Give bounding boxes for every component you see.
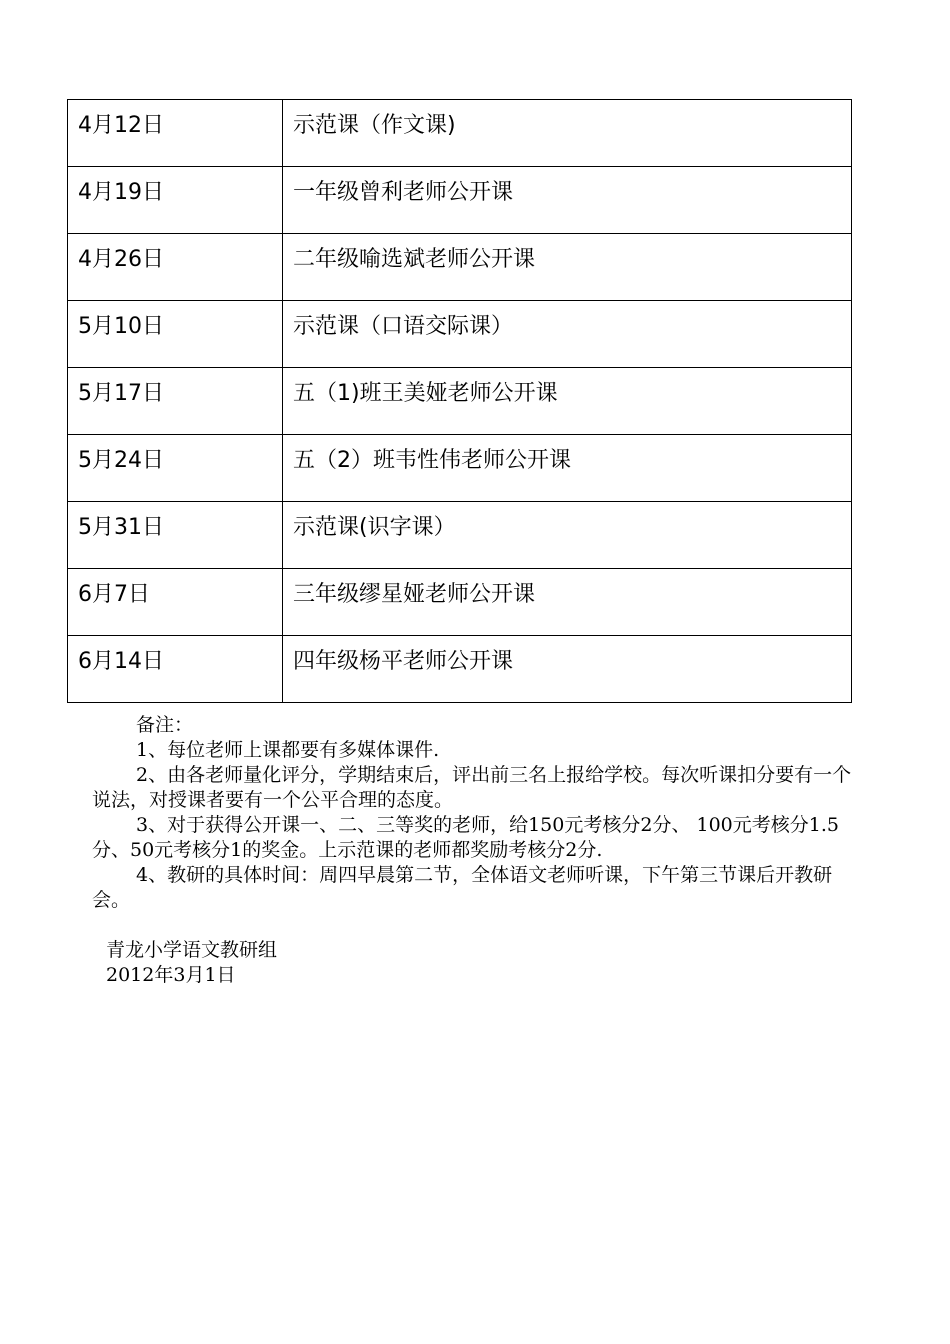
note-item: 2、由各老师量化评分，学期结束后，评出前三名上报给学校。每次听课扣分要有一个说法，对授课者要有一个公平合理的态度。 xyxy=(92,764,852,811)
date-cell: 6月7日 xyxy=(68,569,283,636)
event-cell: 示范课(识字课） xyxy=(283,502,852,569)
signature-block xyxy=(106,938,277,988)
event-cell: 二年级喻选斌老师公开课 xyxy=(283,234,852,301)
table-row xyxy=(68,167,852,234)
table-row xyxy=(68,234,852,301)
note-item: 1、每位老师上课都要有多媒体课件. xyxy=(136,739,440,761)
event-cell: 一年级曾利老师公开课 xyxy=(283,167,852,234)
schedule-table xyxy=(67,99,852,703)
table-row xyxy=(68,502,852,569)
table-row xyxy=(68,301,852,368)
date-cell: 5月10日 xyxy=(68,301,283,368)
signature-org: 青龙小学语文教研组 xyxy=(106,939,278,961)
date-cell: 5月31日 xyxy=(68,502,283,569)
event-cell: 示范课（口语交际课） xyxy=(283,301,852,368)
table-row xyxy=(68,100,852,167)
date-cell: 4月19日 xyxy=(68,167,283,234)
event-cell: 五（1)班王美娅老师公开课 xyxy=(283,368,852,435)
table-row xyxy=(68,569,852,636)
signature-date: 2012年3月1日 xyxy=(106,964,236,986)
event-cell: 四年级杨平老师公开课 xyxy=(283,636,852,703)
date-cell: 4月26日 xyxy=(68,234,283,301)
date-cell: 5月24日 xyxy=(68,435,283,502)
notes-heading: 备注： xyxy=(136,714,194,736)
date-cell: 6月14日 xyxy=(68,636,283,703)
table-row xyxy=(68,435,852,502)
table-row xyxy=(68,368,852,435)
notes-section xyxy=(92,713,862,913)
note-item: 3、对于获得公开课一、二、三等奖的老师，给150元考核分2分、 100元考核分1.5分、50元考核分1的奖金。上示范课的老师都奖励考核分2分. xyxy=(92,814,839,861)
table-row xyxy=(68,636,852,703)
note-item: 4、教研的具体时间：周四早晨第二节，全体语文老师听课，下午第三节课后开教研会。 xyxy=(92,864,833,911)
event-cell: 五（2）班韦性伟老师公开课 xyxy=(283,435,852,502)
date-cell: 4月12日 xyxy=(68,100,283,167)
date-cell: 5月17日 xyxy=(68,368,283,435)
event-cell: 三年级缪星娅老师公开课 xyxy=(283,569,852,636)
event-cell: 示范课（作文课) xyxy=(283,100,852,167)
